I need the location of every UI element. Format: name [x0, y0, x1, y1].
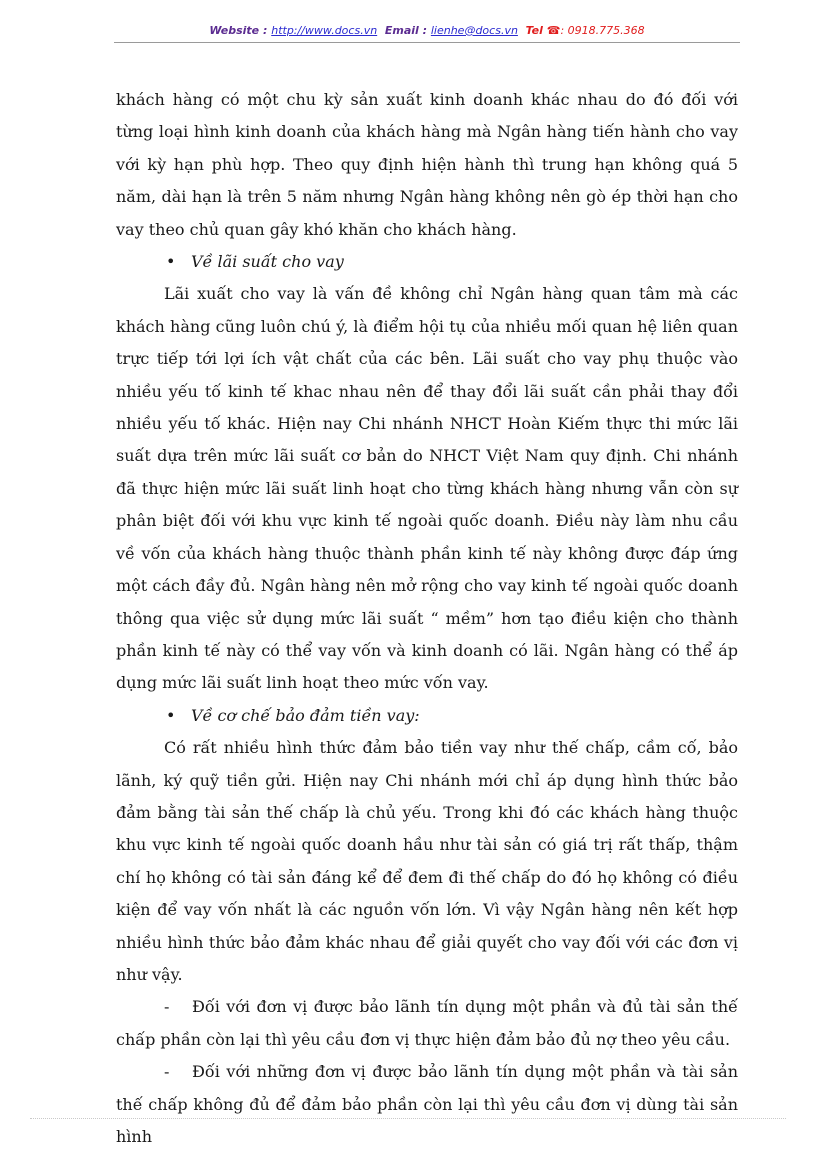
- website-label: Website: [209, 24, 260, 37]
- bullet-icon: •: [166, 705, 176, 725]
- phone-icon: ☎: [546, 24, 561, 37]
- page-header: [114, 24, 740, 43]
- bullet-icon: •: [166, 252, 176, 272]
- tel-value: 0918.775.368: [567, 24, 645, 37]
- website-link[interactable]: http://www.docs.vn: [271, 24, 378, 37]
- dash-marker: -: [164, 997, 170, 1017]
- dash-item-text: Đối với những đơn vị được bảo lãnh tín dụng một phần và tài sản thế chấp không đủ để đảm bảo phần còn lại thì yêu cầu đơn vị dùng tài sản hình: [116, 1062, 738, 1146]
- bullet-interest-rate: [116, 246, 738, 278]
- footer-divider: [30, 1118, 786, 1119]
- bullet-collateral: [116, 700, 738, 732]
- tel-separator: :: [560, 24, 568, 37]
- tel-label: Tel: [525, 24, 543, 37]
- paragraph-collateral: Có rất nhiều hình thức đảm bảo tiền vay như thế chấp, cầm cố, bảo lãnh, ký quỹ tiền gửi. Hiện nay Chi nhánh mới chỉ áp dụng hình thức bảo đảm bằng tài sản thế chấp là chủ yếu. Trong khi đó các khách hàng thuộc khu vực kinh tế ngoài quốc doanh hầu như tài sản có giá trị rất thấp, thậm chí họ không có tài sản đáng kể để đem đi thế chấp do đó họ không có điều kiện để vay vốn nhất là các nguồn vốn lớn. Vì vậy Ngân hàng nên kết hợp nhiều hình thức bảo đảm khác nhau để giải quyết cho vay đối với các đơn vị như vậy.: [116, 738, 738, 984]
- dash-item-full-collateral: [116, 991, 738, 1056]
- email-link[interactable]: lienhe@docs.vn: [430, 24, 518, 37]
- dash-marker: -: [164, 1062, 170, 1082]
- bullet-heading: Về cơ chế bảo đảm tiền vay:: [191, 705, 420, 725]
- paragraph-interest-rate: Lãi xuất cho vay là vấn đề không chỉ Ngân hàng quan tâm mà các khách hàng cũng luôn chú ý, là điểm hội tụ của nhiều mối quan hệ liên quan trực tiếp tới lợi ích vật chất của các bên. Lãi suất cho vay phụ thuộc vào nhiều yếu tố kinh tế khac nhau nên để thay đổi lãi suất cần phải thay đổi nhiều yếu tố khác. Hiện nay Chi nhánh NHCT Hoàn Kiếm thực thi mức lãi suất dựa trên mức lãi suất cơ bản do NHCT Việt Nam quy định. Chi nhánh đã thực hiện mức lãi suất linh hoạt cho từng khách hàng nhưng vẫn còn sự phân biệt đối với khu vực kinh tế ngoài quốc doanh. Điều này làm nhu cầu về vốn của khách hàng thuộc thành phần kinh tế này không được đáp ứng một cách đầy đủ. Ngân hàng nên mở rộng cho vay kinh tế ngoài quốc doanh thông qua việc sử dụng mức lãi suất “ mềm” hơn tạo điều kiện cho thành phần kinh tế này có thể vay vốn và kinh doanh có lãi. Ngân hàng có thể áp dụng mức lãi suất linh hoạt theo mức vốn vay.: [116, 284, 738, 693]
- email-label: Email: [384, 24, 419, 37]
- paragraph-loan-term: khách hàng có một chu kỳ sản xuất kinh doanh khác nhau do đó đối với từng loại hình kinh doanh của khách hàng mà Ngân hàng tiến hành cho vay với kỳ hạn phù hợp. Theo quy định hiện hành thì trung hạn không quá 5 năm, dài hạn là trên 5 năm nhưng Ngân hàng không nên gò ép thời hạn cho vay theo chủ quan gây khó khăn cho khách hàng.: [116, 90, 738, 239]
- email-separator: :: [418, 24, 431, 37]
- bullet-heading: Về lãi suất cho vay: [191, 252, 344, 272]
- dash-item-partial-collateral: [116, 1056, 738, 1153]
- website-separator: :: [259, 24, 272, 37]
- dash-item-text: Đối với đơn vị được bảo lãnh tín dụng một phần và đủ tài sản thế chấp phần còn lại thì yêu cầu đơn vị thực hiện đảm bảo đủ nợ theo yêu cầu.: [116, 997, 738, 1049]
- document-body: [116, 84, 738, 1153]
